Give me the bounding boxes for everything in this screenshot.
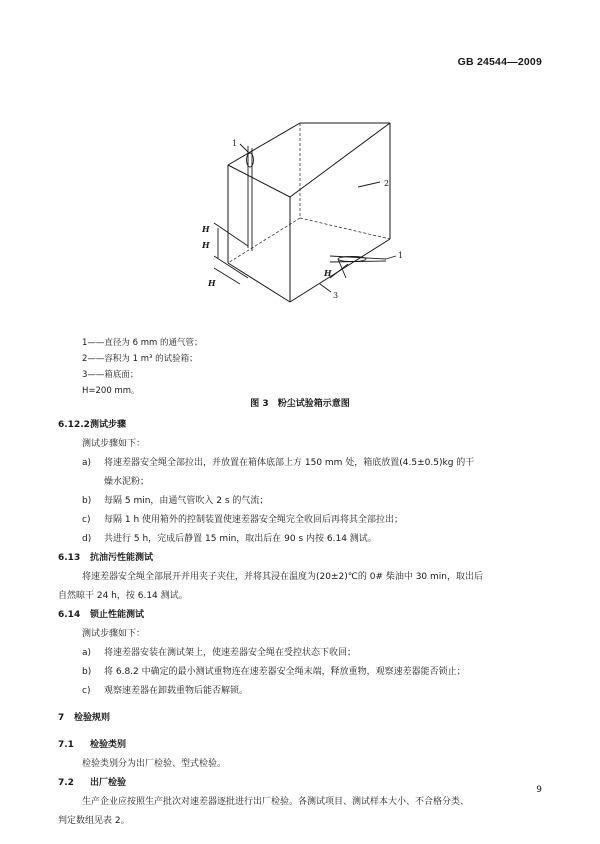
section-heading-7-1	[58, 736, 548, 755]
section-title: 锁止性能测试	[90, 610, 145, 620]
paragraph: 生产企业应按照生产批次对速差器逐批进行出厂检验。各测试项目、测试样本大小、不合格分类、	[82, 797, 470, 807]
list-item	[58, 682, 548, 701]
list-item	[58, 663, 548, 682]
figure-legend	[82, 335, 202, 399]
legend-item: 1——直径为 6 mm 的通气管；	[82, 338, 203, 348]
list-marker: b)	[82, 667, 92, 677]
figure-caption: 图 3 粉尘试验箱示意图	[250, 399, 350, 409]
hidden-edge	[228, 218, 300, 263]
list-marker: c)	[82, 515, 91, 525]
dimension-label-h: H	[208, 278, 216, 288]
paragraph: 测试步骤如下：	[82, 439, 146, 449]
section-number: 7	[58, 713, 65, 723]
page-number: 9	[536, 785, 542, 795]
section-heading-6-14	[58, 606, 548, 625]
legend-item: 3——箱底面；	[82, 370, 139, 380]
section-title: 抗油污性能测试	[90, 553, 154, 563]
leader-line	[320, 284, 331, 292]
section-number: 7.1	[58, 740, 74, 750]
box-edge	[228, 165, 290, 197]
list-item	[58, 644, 548, 663]
side-vent-pipe	[330, 261, 386, 262]
section-number: 7.2	[58, 778, 74, 788]
paragraph-continuation: 判定数组见表 2。	[58, 816, 130, 826]
list-text: 每隔 1 h 使用箱外的控制装置使速差器安全绳完全收回后再将其全部拉出；	[104, 515, 404, 525]
list-text: 观察速差器在卸载重物后能否解锁。	[104, 686, 249, 696]
legend-item: H=200 mm。	[82, 386, 140, 396]
section-number: 6.12.2	[58, 420, 90, 430]
list-marker: d)	[82, 534, 92, 544]
list-item	[58, 454, 548, 473]
box-edge	[228, 123, 300, 165]
section-title: 出厂检验	[90, 778, 127, 788]
leader-line	[386, 256, 396, 259]
hidden-edge	[300, 218, 390, 239]
leader-line	[240, 144, 248, 152]
dimension-label-h: H	[202, 240, 210, 250]
list-marker: c)	[82, 686, 91, 696]
paragraph: 将速差器安全绳全部展开并用夹子夹住，并将其浸在温度为(20±2)℃的 0# 柴油中 30 min，取出后	[82, 572, 483, 582]
paragraph: 测试步骤如下：	[82, 629, 146, 639]
list-marker: a)	[82, 458, 92, 468]
paragraph-continuation: 自然晾干 24 h，按 6.14 测试。	[58, 591, 188, 601]
list-text-continuation: 燥水泥粉；	[104, 477, 150, 487]
callout-1: 1	[232, 139, 238, 148]
spacer	[58, 728, 548, 736]
dimension-label-h: H	[324, 268, 332, 278]
section-title: 检验规则	[74, 713, 111, 723]
dimension-line	[214, 223, 248, 246]
list-text: 每隔 5 min，由通气管吹入 2 s 的气流；	[104, 496, 269, 506]
dimension-line	[214, 256, 248, 278]
spacer	[58, 701, 548, 709]
list-text: 共进行 5 h，完成后静置 15 min，取出后在 90 s 内按 6.14 测试。	[104, 534, 377, 544]
list-item	[58, 492, 548, 511]
standard-code: GB 24544—2009	[457, 56, 542, 68]
section-heading-7-2	[58, 774, 548, 793]
leader-line	[358, 182, 380, 187]
legend-item: 2——容积为 1 m³ 的试验箱；	[82, 354, 198, 364]
list-text: 将速差器安全绳全部拉出，并放置在箱体底部上方 150 mm 处，箱底放置(4.5±0.5)kg 的干	[104, 458, 475, 468]
section-heading-6-12-2	[58, 416, 548, 435]
callout-3: 3	[333, 291, 339, 300]
list-item	[58, 530, 548, 549]
callout-1-side: 1	[398, 251, 404, 260]
list-marker: a)	[82, 648, 92, 658]
document-body	[58, 416, 548, 831]
section-number: 6.13	[58, 553, 81, 563]
section-heading-7	[58, 709, 548, 728]
section-number: 6.14	[58, 610, 81, 620]
section-title: 检验类别	[90, 740, 127, 750]
list-marker: b)	[82, 496, 92, 506]
section-title: 测试步骤	[90, 420, 127, 430]
paragraph: 检验类别分为出厂检验、型式检验。	[82, 759, 227, 769]
list-text: 将 6.8.2 中确定的最小测试重物连在速差器安全绳末端，释放重物，观察速差器能否锁止；	[104, 667, 466, 677]
list-item	[58, 511, 548, 530]
callout-2: 2	[384, 179, 390, 188]
dust-test-box-figure	[190, 118, 420, 308]
list-text: 将速差器安装在测试架上，使速差器安全绳在受控状态下收回；	[104, 648, 357, 658]
box-edge	[290, 123, 390, 197]
section-heading-6-13	[58, 549, 548, 568]
dimension-label-h: H	[202, 224, 210, 234]
